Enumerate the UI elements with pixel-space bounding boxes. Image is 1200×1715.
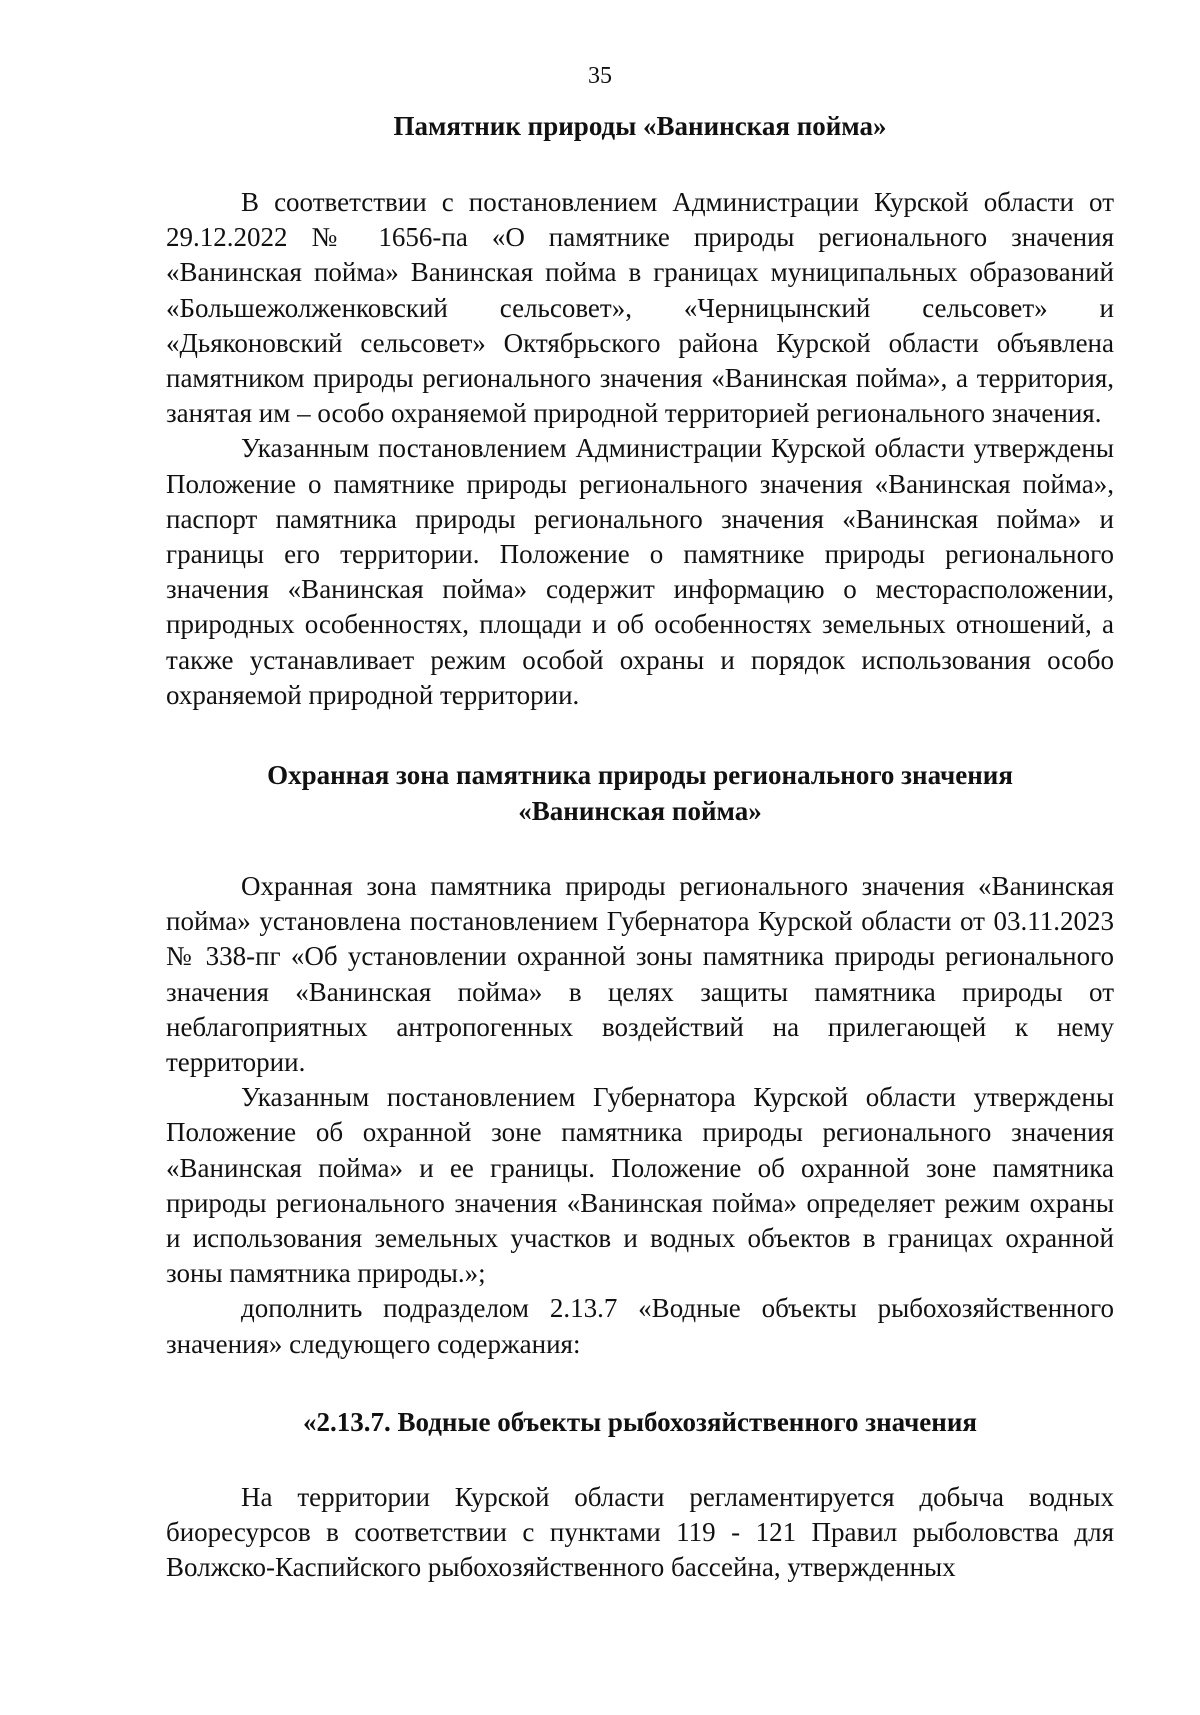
section-protection-zone	[166, 757, 1114, 1362]
document-body	[166, 108, 1114, 1586]
section-heading	[166, 757, 1114, 829]
section-fishery-waters	[166, 1404, 1114, 1586]
paragraph: Указанным постановлением Губернатора Курской области утверждены Положение об охранной зоне памятника природы регионального значения «Ванинская пойма» и ее границы. Положение об охранной зоне памятника природы регионального значения «Ванинская пойма» определяет режим охраны и использования земельных участков и водных объектов в границах охранной зоны памятника природы.»;	[166, 1082, 1114, 1289]
section-heading: «2.13.7. Водные объекты рыбохозяйственного значения	[302, 1406, 978, 1437]
paragraph: На территории Курской области регламентируется добыча водных биоресурсов в соответствии с пунктами 119 - 121 Правил рыболовства для Волжско-Каспийского рыбохозяйственного бассейна, утвержденных	[166, 1481, 1114, 1583]
section-monument	[166, 108, 1114, 713]
section-heading-line: Охранная зона памятника природы регионального значения	[267, 760, 1013, 791]
paragraph: В соответствии с постановлением Администрации Курской области от 29.12.2022 № 1656-па «О памятнике природы регионального значения «Ванинская пойма» Ванинская пойма в границах муниципальных образований «Большежолженковский сельсовет», «Черницынский сельсовет» и «Дьяконовский сельсовет» Октябрьского района Курской области объявлена памятником природы регионального значения «Ванинская пойма», а территория, занятая им – особо охраняемой природной территорией регионального значения.	[166, 187, 1114, 429]
paragraph: Указанным постановлением Администрации Курской области утверждены Положение о памятнике природы регионального значения «Ванинская пойма», паспорт памятника природы регионального значения «Ванинская пойма» и границы его территории. Положение о памятнике природы регионального значения «Ванинская пойма» содержит информацию о месторасположении, природных особенностях, площади и об особенностях земельных отношений, а также устанавливает режим особой охраны и порядок использования особо охраняемой природной территории.	[166, 433, 1114, 710]
section-heading-line: «Ванинская пойма»	[518, 796, 762, 827]
paragraph: дополнить подразделом 2.13.7 «Водные объекты рыбохозяйственного значения» следующего содержания:	[166, 1293, 1114, 1359]
paragraph: Охранная зона памятника природы регионального значения «Ванинская пойма» установлена постановлением Губернатора Курской области от 03.11.2023 № 338-пг «Об установлении охранной зоны памятника природы регионального значения «Ванинская пойма» в целях защиты памятника природы от неблагоприятных антропогенных воздействий на прилегающей к нему территории.	[166, 871, 1114, 1078]
section-heading: Памятник природы «Ванинская пойма»	[393, 111, 887, 141]
page-number: 35	[588, 63, 612, 89]
